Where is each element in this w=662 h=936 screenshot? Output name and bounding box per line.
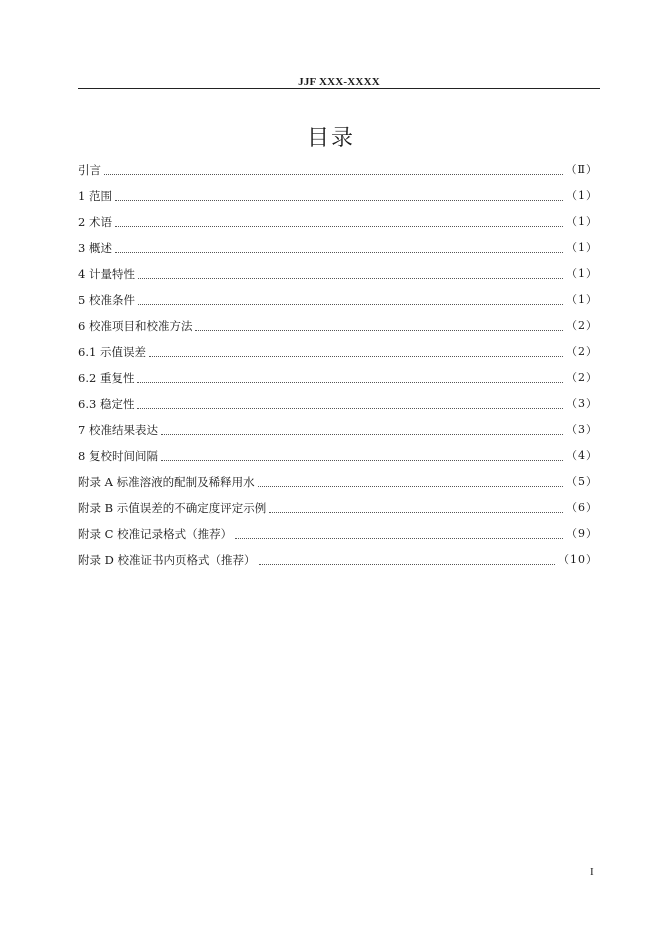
toc-entry-label: 6.3 稳定性 xyxy=(78,397,135,411)
toc-entry-label: 附录 A 标准溶液的配制及稀释用水 xyxy=(78,475,255,489)
toc-entry-page: （1） xyxy=(566,293,598,306)
dot-leader xyxy=(115,251,563,253)
dot-leader xyxy=(104,173,563,175)
dot-leader xyxy=(235,537,563,539)
toc-entry-result-expression[interactable] xyxy=(78,414,598,440)
toc-entry-overview[interactable] xyxy=(78,232,598,258)
page-number: I xyxy=(590,866,594,878)
dot-leader xyxy=(258,485,563,487)
toc-entry-recalibration-interval[interactable] xyxy=(78,440,598,466)
toc-entry-label: 附录 B 示值误差的不确定度评定示例 xyxy=(78,501,267,515)
toc-entry-label: 1 范围 xyxy=(78,189,112,203)
toc-entry-terms[interactable] xyxy=(78,206,598,232)
toc-entry-page: （1） xyxy=(566,215,598,228)
toc-entry-calibration-items-methods[interactable] xyxy=(78,310,598,336)
toc-entry-page: （4） xyxy=(566,449,598,462)
toc-entry-preface[interactable] xyxy=(78,154,598,180)
toc-entry-label: 附录 C 校准记录格式（推荐） xyxy=(78,527,233,541)
dot-leader xyxy=(115,225,563,227)
toc-entry-page: （6） xyxy=(566,501,598,514)
page-header xyxy=(78,70,600,89)
toc-entry-label: 6.2 重复性 xyxy=(78,371,135,385)
toc-entry-page: （2） xyxy=(566,319,598,332)
toc-entry-page: （2） xyxy=(566,371,598,384)
toc-entry-label: 5 校准条件 xyxy=(78,293,135,307)
toc-entry-page: （1） xyxy=(566,189,598,202)
dot-leader xyxy=(161,433,563,435)
toc-entry-repeatability[interactable] xyxy=(78,362,598,388)
dot-leader xyxy=(138,303,563,305)
toc-entry-page: （Ⅱ） xyxy=(565,163,598,176)
dot-leader xyxy=(259,563,555,565)
toc-entry-appendix-c[interactable] xyxy=(78,518,598,544)
toc-entry-appendix-b[interactable] xyxy=(78,492,598,518)
toc-entry-label: 6.1 示值误差 xyxy=(78,345,146,359)
toc-entry-label: 6 校准项目和校准方法 xyxy=(78,319,193,333)
toc-entry-metrological-characteristics[interactable] xyxy=(78,258,598,284)
toc-entry-label: 4 计量特性 xyxy=(78,267,135,281)
dot-leader xyxy=(161,459,563,461)
toc-entry-label: 附录 D 校准证书内页格式（推荐） xyxy=(78,553,256,567)
document-code: JJF XXX-XXXX xyxy=(298,76,380,88)
table-of-contents xyxy=(78,154,598,570)
toc-entry-page: （3） xyxy=(566,423,598,436)
toc-entry-appendix-a[interactable] xyxy=(78,466,598,492)
toc-entry-page: （9） xyxy=(566,527,598,540)
dot-leader xyxy=(137,381,563,383)
toc-entry-calibration-conditions[interactable] xyxy=(78,284,598,310)
toc-entry-page: （5） xyxy=(566,475,598,488)
toc-entry-label: 2 术语 xyxy=(78,215,112,229)
dot-leader xyxy=(269,511,563,513)
dot-leader xyxy=(138,277,563,279)
toc-entry-page: （2） xyxy=(566,345,598,358)
toc-entry-page: （1） xyxy=(566,267,598,280)
toc-entry-label: 7 校准结果表达 xyxy=(78,423,158,437)
dot-leader xyxy=(195,329,563,331)
dot-leader xyxy=(115,199,563,201)
toc-entry-label: 3 概述 xyxy=(78,241,112,255)
toc-entry-page: （10） xyxy=(558,553,598,566)
dot-leader xyxy=(149,355,563,357)
page-title: 目录 xyxy=(306,126,355,151)
toc-entry-scope[interactable] xyxy=(78,180,598,206)
toc-entry-stability[interactable] xyxy=(78,388,598,414)
toc-entry-page: （1） xyxy=(566,241,598,254)
toc-entry-label: 引言 xyxy=(78,163,101,177)
dot-leader xyxy=(137,407,563,409)
toc-entry-label: 8 复校时间间隔 xyxy=(78,449,158,463)
toc-entry-indication-error[interactable] xyxy=(78,336,598,362)
toc-entry-page: （3） xyxy=(566,397,598,410)
toc-entry-appendix-d[interactable] xyxy=(78,544,598,570)
